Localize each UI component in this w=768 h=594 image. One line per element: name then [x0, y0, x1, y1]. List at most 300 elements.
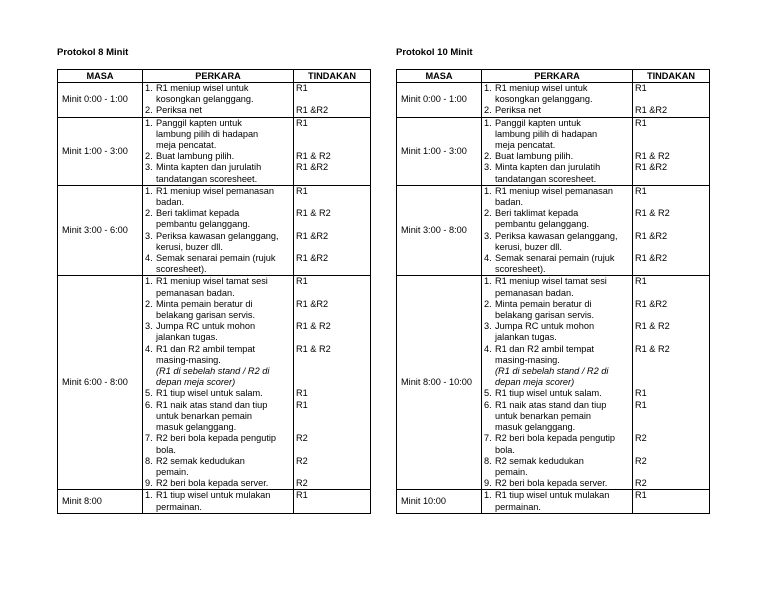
step-number: 3.: [145, 230, 153, 241]
tindakan-line: [635, 332, 707, 343]
step-number: 2.: [484, 151, 492, 162]
step-text: [156, 186, 291, 208]
step-text: [156, 321, 291, 343]
step-line: jalankan tugas.: [156, 332, 218, 343]
step-number: 1.: [484, 185, 492, 196]
header-perkara: PERKARA: [143, 70, 294, 83]
step-line: lambung pilih di hadapan: [156, 128, 259, 139]
tindakan-line: [296, 467, 368, 478]
perkara-cell: [143, 83, 294, 118]
tindakan-line: R1: [296, 490, 308, 501]
step-line: Minta kapten dan jurulatih: [156, 162, 262, 173]
tindakan-line: R1: [296, 399, 308, 410]
tindakan-line: R1 &R2: [296, 253, 329, 264]
tindakan-line: R1: [296, 185, 308, 196]
tindakan-line: R1 &R2: [296, 230, 329, 241]
step-text: [156, 490, 291, 512]
step-number: 5.: [145, 388, 153, 399]
step-text: [156, 151, 291, 162]
step-line: Jumpa RC untuk mohon: [495, 321, 595, 332]
step-line: jalankan tugas.: [495, 332, 557, 343]
step-number: 4.: [145, 343, 153, 354]
step-number: 5.: [484, 388, 492, 399]
step-note: depan meja scorer): [495, 377, 575, 388]
step-text: [495, 151, 630, 162]
table-row: [58, 490, 371, 513]
step-line: Periksa net: [156, 105, 202, 116]
tindakan-line: [296, 94, 368, 105]
step-line: badan.: [495, 197, 524, 208]
step-number: 3.: [145, 162, 153, 173]
step-line: Panggil kapten untuk: [495, 117, 581, 128]
step-line: kerusi, buzer dll.: [156, 241, 223, 252]
step-text: [156, 344, 291, 389]
step-item: [484, 388, 630, 399]
tindakan-line: [635, 94, 707, 105]
step-line: pembantu gelanggang.: [495, 219, 589, 230]
tindakan-cell: [294, 276, 371, 490]
tindakan-line: [635, 140, 707, 151]
step-text: [156, 105, 291, 116]
protocol-8-panel: [57, 47, 371, 514]
step-item: [484, 105, 630, 116]
step-line: pemanasan badan.: [156, 287, 235, 298]
step-note: depan meja scorer): [156, 377, 236, 388]
step-line: kosongkan gelanggang.: [156, 94, 254, 105]
tindakan-line: R1: [635, 399, 647, 410]
masa-cell: Minit 6:00 - 8:00: [58, 276, 143, 490]
tindakan-line: R1 & R2: [296, 208, 331, 219]
step-line: masuk gelanggang.: [156, 422, 237, 433]
step-text: [156, 83, 291, 105]
perkara-cell: [143, 490, 294, 513]
tindakan-line: [635, 219, 707, 230]
tindakan-line: R2: [296, 455, 308, 466]
step-number: 3.: [484, 162, 492, 173]
step-text: [495, 276, 630, 298]
tindakan-line: [296, 197, 368, 208]
step-line: pemain.: [156, 466, 189, 477]
tindakan-line: [635, 467, 707, 478]
step-item: [145, 400, 291, 434]
masa-cell: Minit 3:00 - 6:00: [58, 185, 143, 276]
step-text: [156, 208, 291, 230]
step-line: Jumpa RC untuk mohon: [156, 321, 256, 332]
step-line: R2 beri bola kepada server.: [156, 478, 269, 489]
step-text: [495, 83, 630, 105]
step-item: [145, 321, 291, 343]
tindakan-line: R2: [635, 433, 647, 444]
tindakan-line: R2: [296, 478, 308, 489]
table-row: [397, 117, 710, 185]
tindakan-line: [296, 411, 368, 422]
step-item: [484, 456, 630, 478]
step-number: 3.: [484, 230, 492, 241]
step-text: [156, 388, 291, 399]
step-number: 9.: [145, 478, 153, 489]
step-text: [495, 208, 630, 230]
step-number: 2.: [145, 208, 153, 219]
step-line: Minta pemain beratur di: [495, 298, 592, 309]
step-number: 4.: [145, 253, 153, 264]
tindakan-line: R1 &R2: [296, 105, 329, 116]
step-line: R1 meniup wisel untuk: [495, 83, 588, 93]
tindakan-line: R1 &R2: [296, 298, 329, 309]
tindakan-line: R2: [296, 433, 308, 444]
perkara-cell: [482, 490, 633, 513]
step-line: lambung pilih di hadapan: [495, 128, 598, 139]
tindakan-line: [635, 366, 707, 377]
step-line: meja pencatat.: [495, 140, 556, 151]
tindakan-line: [296, 310, 368, 321]
tindakan-line: R1 &R2: [635, 298, 668, 309]
step-line: R2 semak kedudukan: [495, 455, 584, 466]
tindakan-line: R1 &R2: [635, 105, 668, 116]
step-item: [145, 478, 291, 489]
tindakan-line: [296, 502, 368, 513]
step-number: 4.: [484, 253, 492, 264]
table-row: [397, 185, 710, 276]
step-item: [145, 490, 291, 512]
tindakan-line: R1: [296, 388, 308, 399]
step-line: permainan.: [156, 501, 202, 512]
step-line: R2 beri bola kepada server.: [495, 478, 608, 489]
step-line: bola.: [156, 444, 176, 455]
step-number: 6.: [145, 399, 153, 410]
tindakan-line: [635, 377, 707, 388]
tindakan-line: R1 & R2: [296, 151, 331, 162]
tindakan-line: [635, 288, 707, 299]
tindakan-cell: [294, 83, 371, 118]
step-number: 2.: [484, 208, 492, 219]
step-number: 2.: [145, 298, 153, 309]
step-line: kosongkan gelanggang.: [495, 94, 593, 105]
tindakan-line: R1: [296, 276, 308, 287]
step-text: [495, 400, 630, 434]
step-text: [156, 478, 291, 489]
tindakan-line: R1: [296, 83, 308, 93]
step-line: badan.: [156, 197, 185, 208]
table-body: [397, 83, 710, 514]
table-row: [58, 276, 371, 490]
step-text: [495, 478, 630, 489]
step-line: R1 meniup wisel pemanasan: [156, 185, 274, 196]
step-line: R1 dan R2 ambil tempat: [495, 343, 595, 354]
tindakan-line: [296, 219, 368, 230]
tindakan-cell: [294, 490, 371, 513]
step-item: [484, 344, 630, 389]
step-line: Periksa kawasan gelanggang,: [495, 230, 618, 241]
step-item: [484, 433, 630, 455]
tindakan-line: R1: [296, 117, 308, 128]
step-text: [495, 321, 630, 343]
table-title: Protokol 10 Minit: [396, 47, 473, 58]
table-title: Protokol 8 Minit: [57, 47, 129, 58]
tindakan-line: R2: [635, 478, 647, 489]
step-line: R2 beri bola kepada pengutip: [156, 433, 277, 444]
protocol-table: [396, 69, 710, 514]
step-item: [484, 276, 630, 298]
step-number: 8.: [145, 455, 153, 466]
step-item: [484, 478, 630, 489]
step-item: [484, 208, 630, 230]
step-line: R1 naik atas stand dan tiup: [495, 399, 607, 410]
step-text: [495, 388, 630, 399]
step-text: [495, 162, 630, 184]
step-line: untuk benarkan pemain: [156, 410, 253, 421]
step-line: R2 beri bola kepada pengutip: [495, 433, 616, 444]
step-number: 1.: [145, 117, 153, 128]
tindakan-line: [296, 355, 368, 366]
tindakan-line: R1 &R2: [296, 162, 329, 173]
protocol-table: [57, 69, 371, 514]
tindakan-line: [296, 140, 368, 151]
masa-cell: Minit 0:00 - 1:00: [397, 83, 482, 118]
table-row: [397, 83, 710, 118]
step-line: R1 meniup wisel tamat sesi: [495, 276, 607, 287]
step-line: masing-masing.: [156, 354, 221, 365]
table-row: [58, 83, 371, 118]
masa-cell: Minit 0:00 - 1:00: [58, 83, 143, 118]
step-number: 1.: [145, 490, 153, 501]
tindakan-line: R1 & R2: [635, 321, 670, 332]
step-line: Semak senarai pemain (rujuk: [495, 253, 615, 264]
step-item: [145, 83, 291, 105]
step-text: [495, 105, 630, 116]
step-line: Minta kapten dan jurulatih: [495, 162, 601, 173]
step-number: 1.: [484, 490, 492, 501]
tindakan-line: R1 & R2: [296, 321, 331, 332]
table-row: [58, 185, 371, 276]
step-text: [495, 456, 630, 478]
tindakan-line: [296, 129, 368, 140]
masa-cell: Minit 3:00 - 8:00: [397, 185, 482, 276]
step-text: [156, 253, 291, 275]
step-line: pembantu gelanggang.: [156, 219, 250, 230]
header-masa: MASA: [58, 70, 143, 83]
step-number: 6.: [484, 399, 492, 410]
step-line: meja pencatat.: [156, 140, 217, 151]
step-line: R2 semak kedudukan: [156, 455, 245, 466]
step-number: 2.: [145, 105, 153, 116]
tindakan-line: [296, 264, 368, 275]
step-line: bola.: [495, 444, 515, 455]
step-item: [484, 151, 630, 162]
perkara-cell: [143, 185, 294, 276]
step-item: [145, 276, 291, 298]
step-line: masuk gelanggang.: [495, 422, 576, 433]
tindakan-line: R1 & R2: [635, 343, 670, 354]
tindakan-line: [296, 174, 368, 185]
step-number: 7.: [145, 433, 153, 444]
tindakan-line: [296, 332, 368, 343]
header-tindakan: TINDAKAN: [294, 70, 371, 83]
step-line: Beri taklimat kepada: [156, 208, 240, 219]
tindakan-line: [635, 411, 707, 422]
tindakan-line: [635, 129, 707, 140]
step-item: [484, 321, 630, 343]
step-item: [484, 299, 630, 321]
tindakan-line: R1: [635, 83, 647, 93]
step-line: R1 tiup wisel untuk mulakan: [495, 490, 610, 501]
tindakan-cell: [294, 117, 371, 185]
perkara-cell: [482, 185, 633, 276]
tindakan-line: R1 & R2: [635, 151, 670, 162]
masa-cell: Minit 1:00 - 3:00: [397, 117, 482, 185]
step-item: [484, 490, 630, 512]
step-line: R1 meniup wisel pemanasan: [495, 185, 613, 196]
tindakan-line: R1 &R2: [635, 253, 668, 264]
perkara-cell: [143, 276, 294, 490]
step-line: belakang garisan servis.: [495, 310, 595, 321]
tindakan-line: R2: [635, 455, 647, 466]
step-line: Minta pemain beratur di: [156, 298, 253, 309]
masa-cell: Minit 8:00: [58, 490, 143, 513]
step-number: 3.: [145, 321, 153, 332]
step-line: Beri taklimat kepada: [495, 208, 579, 219]
tindakan-line: R1: [635, 185, 647, 196]
step-item: [145, 162, 291, 184]
step-line: R1 meniup wisel tamat sesi: [156, 276, 268, 287]
tindakan-line: R1: [635, 388, 647, 399]
step-text: [156, 231, 291, 253]
tindakan-cell: [633, 185, 710, 276]
step-text: [495, 344, 630, 389]
step-item: [145, 344, 291, 389]
step-text: [156, 276, 291, 298]
step-item: [145, 118, 291, 152]
step-item: [484, 118, 630, 152]
tindakan-line: [296, 422, 368, 433]
step-line: pemanasan badan.: [495, 287, 574, 298]
step-item: [145, 253, 291, 275]
tindakan-line: [296, 377, 368, 388]
step-number: 9.: [484, 478, 492, 489]
tindakan-line: [635, 174, 707, 185]
step-text: [156, 433, 291, 455]
step-line: R1 naik atas stand dan tiup: [156, 399, 268, 410]
step-line: kerusi, buzer dll.: [495, 241, 562, 252]
step-line: belakang garisan servis.: [156, 310, 256, 321]
step-line: Periksa kawasan gelanggang,: [156, 230, 279, 241]
step-line: Panggil kapten untuk: [156, 117, 242, 128]
table-row: [397, 276, 710, 490]
step-item: [145, 151, 291, 162]
step-item: [145, 208, 291, 230]
perkara-cell: [482, 117, 633, 185]
step-item: [484, 400, 630, 434]
step-text: [495, 231, 630, 253]
step-item: [145, 456, 291, 478]
step-number: 1.: [484, 276, 492, 287]
tindakan-line: R1: [635, 276, 647, 287]
step-number: 7.: [484, 433, 492, 444]
step-number: 1.: [145, 83, 153, 93]
step-text: [156, 118, 291, 152]
step-number: 1.: [484, 117, 492, 128]
step-line: tandatangan scoresheet.: [156, 173, 258, 184]
step-number: 2.: [484, 298, 492, 309]
step-number: 8.: [484, 455, 492, 466]
perkara-cell: [482, 83, 633, 118]
step-number: 2.: [484, 105, 492, 116]
tindakan-line: [296, 242, 368, 253]
step-line: R1 tiup wisel untuk salam.: [156, 388, 263, 399]
step-number: 1.: [145, 185, 153, 196]
table-body: [58, 83, 371, 514]
step-line: Buat lambung pilih.: [156, 151, 235, 162]
tindakan-line: R1 & R2: [635, 208, 670, 219]
step-line: R1 tiup wisel untuk salam.: [495, 388, 602, 399]
tindakan-line: [635, 445, 707, 456]
header-tindakan: TINDAKAN: [633, 70, 710, 83]
step-note: (R1 di sebelah stand / R2 di: [156, 366, 270, 377]
step-text: [495, 433, 630, 455]
step-item: [484, 253, 630, 275]
step-text: [495, 253, 630, 275]
step-text: [156, 299, 291, 321]
step-number: 4.: [484, 343, 492, 354]
tindakan-line: [296, 366, 368, 377]
tindakan-line: R1: [635, 117, 647, 128]
step-number: 2.: [145, 151, 153, 162]
tindakan-line: [635, 197, 707, 208]
step-text: [156, 456, 291, 478]
table-row: [397, 490, 710, 513]
tindakan-line: [635, 310, 707, 321]
step-line: Periksa net: [495, 105, 541, 116]
tindakan-line: [635, 264, 707, 275]
step-item: [145, 433, 291, 455]
protocol-10-panel: [396, 47, 710, 514]
step-text: [495, 118, 630, 152]
tindakan-line: [296, 288, 368, 299]
step-line: Buat lambung pilih.: [495, 151, 574, 162]
step-item: [145, 388, 291, 399]
tindakan-line: [635, 502, 707, 513]
step-item: [484, 186, 630, 208]
step-number: 1.: [484, 83, 492, 93]
step-line: scoresheet).: [495, 264, 546, 275]
step-line: R1 tiup wisel untuk mulakan: [156, 490, 271, 501]
tindakan-line: R1: [635, 490, 647, 501]
step-number: 1.: [145, 276, 153, 287]
step-line: permainan.: [495, 501, 541, 512]
perkara-cell: [143, 117, 294, 185]
tindakan-line: [635, 355, 707, 366]
step-item: [484, 162, 630, 184]
tindakan-cell: [633, 117, 710, 185]
step-item: [145, 186, 291, 208]
masa-cell: Minit 8:00 - 10:00: [397, 276, 482, 490]
perkara-cell: [482, 276, 633, 490]
step-text: [156, 162, 291, 184]
step-line: Semak senarai pemain (rujuk: [156, 253, 276, 264]
step-text: [156, 400, 291, 434]
tindakan-cell: [294, 185, 371, 276]
step-line: masing-masing.: [495, 354, 560, 365]
step-text: [495, 299, 630, 321]
step-item: [484, 83, 630, 105]
step-text: [495, 490, 630, 512]
step-item: [145, 231, 291, 253]
header-perkara: PERKARA: [482, 70, 633, 83]
step-line: scoresheet).: [156, 264, 207, 275]
step-note: (R1 di sebelah stand / R2 di: [495, 366, 609, 377]
tindakan-cell: [633, 490, 710, 513]
tindakan-line: R1 & R2: [296, 343, 331, 354]
masa-cell: Minit 1:00 - 3:00: [58, 117, 143, 185]
